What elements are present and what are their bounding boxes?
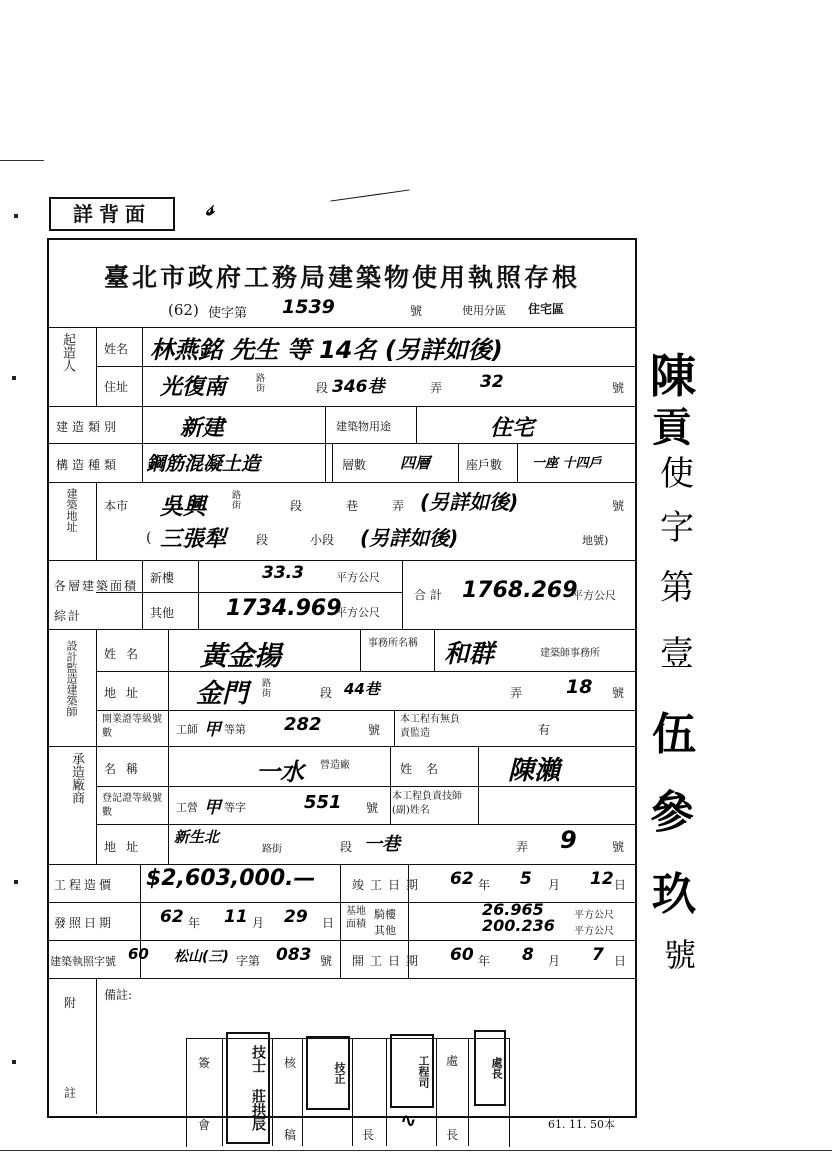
area-other-label: 其他 [150,606,175,620]
margin-char-3: 使 [660,454,694,494]
builder-addr-lane: 346巷 [332,377,385,397]
signoff-c6: 處 [446,1054,459,1068]
margin-char-9: 玖 [652,869,696,920]
issue-year: 62 [160,907,184,927]
scan-speck [14,214,18,218]
site-district: 三張犁 [160,527,227,552]
area-new-label: 新樓 [150,571,175,585]
signoff-c3: 核 [284,1056,297,1070]
start-label: 開工日期 [352,954,425,968]
permit-no-number: 083 [276,945,312,965]
done-y-unit: 年 [478,878,491,892]
signoff-c4: 稿 [284,1128,297,1142]
stamp-engineer: 技正 [306,1036,350,1110]
signoff-c5: 長 [362,1128,375,1142]
site-subseg: 小段 [310,533,335,547]
permit-no-label: 建築執照字號 [50,955,116,968]
use-label: 建築物用途 [336,420,391,433]
scan-bottom-edge [0,1150,832,1151]
contractor-addr-road: 新生北 [174,828,220,846]
builder-addr-sec: 段 [316,381,329,395]
site-other-value: 200.236 [482,916,555,935]
stamp-officer: 工程司 [390,1034,434,1108]
contractor-group-label: 承造廠商 [69,752,84,804]
floors-label: 層數 [342,458,367,472]
permit-prefix: 使字第 [208,306,248,321]
builder-name: 林燕銘 先生 等 14名 (另詳如後) [150,336,503,364]
designer-addr-road: 金門 [196,679,249,709]
reg-label: 登記證等級號數 [102,793,162,818]
contractor-addr-label: 地址 [104,840,149,854]
permit-suffix: 號 [410,304,423,318]
site-line2-prefix: ( [146,530,152,546]
builder-addr-road: 光復南 [160,375,227,400]
area-other-unit: 平方公尺 [336,606,380,619]
designer-addr-sec: 段 [320,686,333,700]
struct-value: 鋼筋混凝土造 [146,453,261,475]
contractor-name-suffix: 營造廠 [320,760,350,771]
signoff-c7: 長 [446,1128,459,1142]
margin-char-4: 字 [660,508,694,548]
site-label: 建築地址 [65,488,78,532]
signoff-c1: 簽 [198,1056,211,1070]
remarks-label: 備註: [104,988,133,1002]
license-suffix: 號 [368,723,381,737]
signoff-c2: 會 [198,1118,211,1132]
reg-grade: 甲 [204,798,221,818]
detail-back-tag: 詳背面 [49,197,175,231]
margin-char-1: 陳 [650,349,696,403]
start-m-unit: 月 [548,954,561,968]
office-name: 和群 [444,639,495,668]
office-suffix: 建築師事務所 [540,648,600,659]
done-year: 62 [450,869,474,889]
signature-scrawl: ∿ [400,1108,417,1132]
designer-addr-no-suffix: 號 [612,686,625,700]
form-title: 臺北市政府工務局建築物使用執照存根 [103,263,580,292]
builder-group-label: 起造人 [60,333,75,372]
area-total-label: 合計 [414,588,447,602]
supervise-value: 有 [538,723,551,737]
builder-name-label: 姓名 [104,342,129,356]
floors-value: 四層 [400,454,431,472]
margin-char-5: 第 [660,568,694,608]
permit-no-year: 60 [128,945,149,963]
done-label: 竣工日期 [352,878,425,892]
site-street: 吳興 [160,494,206,520]
contractor-addr-lane: 一巷 [364,834,400,855]
contractor-addr-sec: 段 [340,840,353,854]
site-area-label: 基地面積 [346,906,366,930]
reg-prefix: 工營 [176,801,198,814]
designer-addr-alley: 弄 [510,686,523,700]
contractor-person: 陳瀨 [508,756,561,786]
office-label: 事務所名稱 [368,638,418,649]
margin-char-8: 參 [650,787,694,838]
contractor-person-label: 姓名 [400,762,453,776]
site-other-unit: 平方公尺 [574,926,614,937]
contractor-addr-alley: 弄 [516,840,529,854]
margin-char-2: 貢 [652,404,692,451]
builder-addr-alley: 弄 [430,381,443,395]
struct-label: 構造種類 [56,458,121,472]
designer-addr-road-suffix: 路街 [262,679,272,699]
print-info: 61. 11. 50本 [548,1118,615,1131]
margin-char-10: 號 [664,936,697,974]
issue-d-unit: 日 [322,916,335,930]
scan-speck [12,1060,16,1064]
contractor-name: 一水 [256,758,304,786]
contractor-addr-no: 9 [560,826,577,854]
start-y-unit: 年 [478,954,491,968]
units-value: 一座 十四戶 [532,456,602,471]
area-other: 1734.969 [226,596,342,621]
designer-addr-no: 18 [566,676,593,698]
start-year: 60 [450,945,474,965]
done-d-unit: 日 [614,878,627,892]
type-label: 建造類別 [56,420,121,434]
cost-label: 工程造價 [54,878,115,892]
pencil-stroke [330,189,409,201]
designer-group-label: 設計監造建築師 [65,640,78,717]
site-street-suffix: 路街 [232,491,242,511]
site-new-label: 騎樓 [374,908,396,921]
start-month: 8 [522,945,534,965]
permit-no-kind: 松山(三) [174,949,229,965]
zone-value: 住宅區 [528,302,565,316]
designer-name: 黃金揚 [200,641,281,672]
issue-month: 11 [224,907,248,927]
site-other-label: 其他 [374,924,396,937]
site-seg2: 段 [256,533,269,547]
site-new-unit: 平方公尺 [574,910,614,921]
zone-label: 使用分區 [462,304,506,317]
builder-addr-road-suffix: 路街 [256,374,266,394]
area-new: 33.3 [262,563,304,583]
reg-mid: 等字 [224,801,246,814]
site-lane: 巷 [346,499,359,513]
done-month: 5 [520,869,532,889]
builder-addr-no-suffix: 號 [612,381,625,395]
scribble-mark: 𝓈 [206,196,215,221]
cost-value: $2,603,000.— [146,866,316,891]
site-prefix: 本市 [104,499,129,513]
contractor-name-label: 名稱 [104,762,149,776]
issue-label: 發照日期 [54,916,115,930]
stamp-director: 處長 [474,1030,506,1106]
site-new-value: 26.965 [482,900,544,919]
supervise-label: 本工程有無負責監造 [400,714,460,739]
notes-side-top: 附 [64,996,77,1010]
reg-no: 551 [304,792,342,813]
margin-char-6: 壹 [660,634,694,674]
start-day: 7 [592,945,604,965]
builder-addr-label: 住址 [104,380,129,394]
issue-y-unit: 年 [188,916,201,930]
license-no: 282 [284,714,322,735]
designer-addr-label: 地址 [104,686,149,700]
issue-day: 29 [284,907,308,927]
margin-char-7: 伍 [652,709,696,760]
reg-suffix: 號 [366,801,379,815]
done-day: 12 [590,869,614,889]
permit-form [47,238,637,1118]
designer-addr-lane: 44巷 [344,680,380,698]
contractor-addr-road-suffix: 路街 [262,844,282,855]
site-seg1: 段 [290,499,303,513]
permit-year: (62) [168,301,199,319]
units-label: 座戶數 [466,458,503,472]
license-prefix: 工師 [176,723,198,736]
scan-speck [12,376,16,380]
scan-speck [14,880,18,884]
contractor-addr-no-suffix: 號 [612,840,625,854]
done-m-unit: 月 [548,878,561,892]
area-label: 各層建築面積綜計 [54,579,139,623]
scan-edge-mark [0,160,44,161]
area-new-unit: 平方公尺 [336,571,380,584]
site-lot: 地號) [582,534,609,547]
site-note1: (另詳如後) [420,490,519,514]
permit-no-mid: 字第 [236,954,261,968]
builder-addr-no: 32 [480,372,504,392]
permit-no-suffix: 號 [320,954,333,968]
site-note2: (另詳如後) [360,526,459,550]
start-d-unit: 日 [614,954,627,968]
permit-number: 1539 [282,296,335,318]
use-value: 住宅 [490,416,535,441]
stamp-technician: 技士 莊拱辰 [226,1032,270,1144]
license-mid: 等第 [224,723,246,736]
site-alley: 弄 [392,499,405,513]
license-grade: 甲 [204,720,221,740]
site-no: 號 [612,499,625,513]
type-value: 新建 [180,416,225,441]
tech-label: 本工程負責技師(副)姓名 [392,791,462,816]
designer-name-label: 姓名 [104,647,149,661]
issue-m-unit: 月 [252,916,265,930]
area-total-unit: 平方公尺 [572,589,616,602]
notes-side-bottom: 註 [64,1086,77,1100]
area-total: 1768.269 [462,578,578,603]
license-label: 開業證等級號數 [102,714,162,739]
